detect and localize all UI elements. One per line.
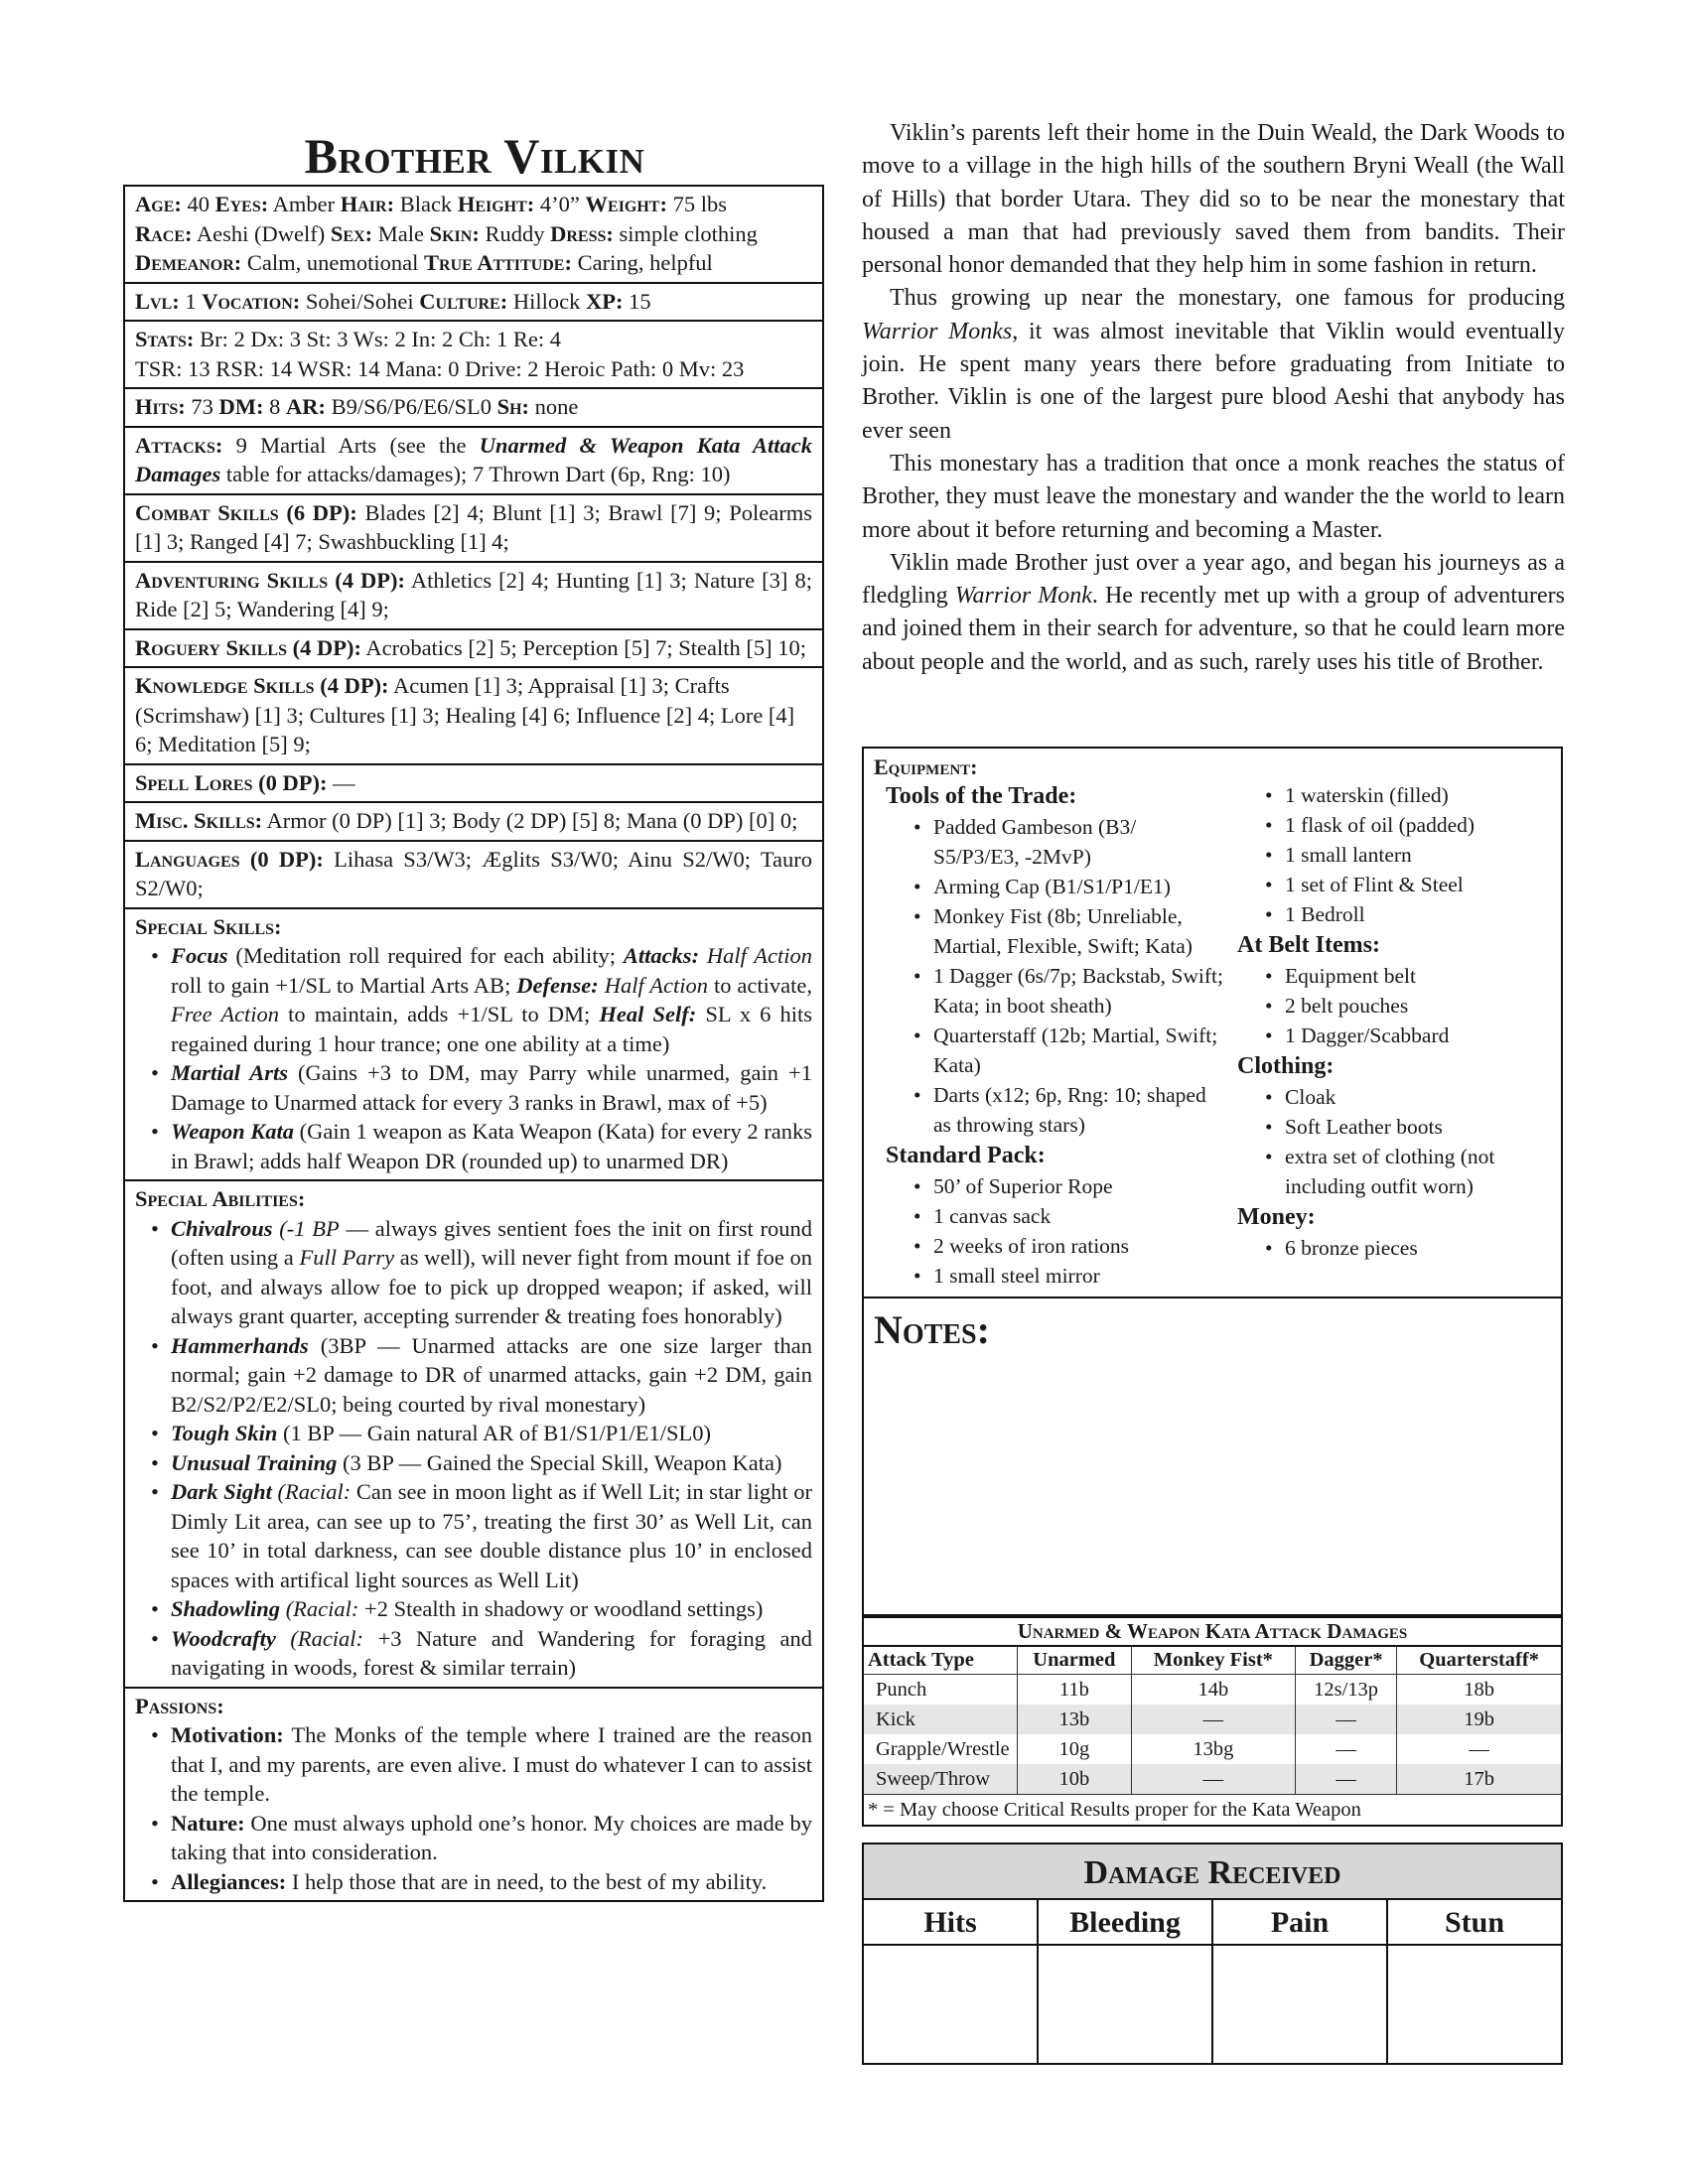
hits-label: Hits: [135,394,186,419]
misc-skills-section [125,803,822,842]
roguery-skills-section [125,630,822,669]
backstory-text: Viklin made Brother just over a year ago, and began his journeys as a fledgling [862,549,1565,610]
table-cell: 14b [1131,1675,1295,1706]
damage-column-pain[interactable] [1213,1900,1388,2065]
ar-value: B9/S6/P6/E6/SL0 [326,394,497,419]
weapon-kata-text: (Gain 1 weapon as Kata Weapon (Kata) for every 2 ranks in Brawl; adds half Weapon DR (rounded up) to unarmed DR) [171,1119,812,1173]
demeanor-value: Calm, unemotional [241,250,425,275]
equipment-column-right [1237,780,1545,1263]
stats-line-2: TSR: 13 RSR: 14 WSR: 14 Mana: 0 Drive: 2 Heroic Path: 0 Mv: 23 [135,355,745,381]
shield-value: none [529,394,579,419]
hits-section [125,389,822,428]
age-label: Age: [135,192,182,216]
passion-name: Motivation: [171,1722,284,1747]
backstory-paragraph [862,282,1565,447]
money-label: Money: [1237,1204,1316,1230]
clothing-list [1237,1082,1545,1201]
ability-tag: (Racial: [275,1625,364,1651]
true-attitude-value: Caring, helpful [571,250,713,275]
roguery-skills-text: Acrobatics [2] 5; Perception [5] 7; Stealth [5] 10; [360,634,806,660]
focus-free-action: Free Action [171,1002,280,1026]
stats-line-1: Br: 2 Dx: 3 St: 3 Ws: 2 In: 2 Ch: 1 Re: 4 [194,327,562,351]
column-header: Dagger* [1295,1647,1396,1675]
adventuring-skills-text: Athletics [2] 4; Hunting [1] 3; Nature [3] 8; Ride [2] 5; Wandering [4] 9; [135,567,812,621]
focus-text-2: Half Action [699,943,813,968]
ability-text: (3BP — Unarmed attacks are one size larger than normal; gain +2 damage to DR of unarmed attacks, gain +2 DM, gain B2/S2/P2/E2/SL0; being courted by rival monestary) [171,1332,812,1417]
standard-pack-list-continued [1237,780,1545,929]
damage-columns [864,1900,1561,2065]
backstory-paragraph: This monestary has a tradition that once a monk reaches the status of Brother, they must leave the monestary and wander the the world to learn more about it before returning and becoming a Master. [862,450,1565,543]
focus-text-7: SL x 6 hits regained during 1 hour trance; one one ability at a time) [171,1002,813,1056]
column-header: Unarmed [1018,1647,1132,1675]
eyes-value: Amber [268,192,341,216]
equipment-column-left [886,780,1223,1291]
knowledge-skills-dp: (4 DP): [314,673,389,698]
table-cell: — [1295,1705,1396,1734]
passion-text: One must always uphold one’s honor. My choices are made by taking that into consideration. [171,1810,812,1864]
special-skill-weapon-kata [145,1117,812,1175]
spell-lores-dp: (0 DP): [252,769,328,795]
backstory-emphasis: Warrior Monks [862,318,1013,344]
equipment-item: • Monkey Fist (8b; Unreliable, Martial, Flexible, Swift; Kata) [914,901,1223,961]
weight-value: 75 lbs [666,192,727,216]
backstory-text: Thus growing up near the monestary, one famous for producing [890,285,1565,312]
kata-damage-table [862,1616,1563,1827]
table-cell: 10g [1018,1734,1132,1764]
notes-box[interactable] [862,1297,1563,1616]
ability-shadowling [145,1594,812,1624]
ability-text: +3 Nature and Wandering for foraging and navigating in woods, forest & similar terrain) [171,1625,812,1680]
special-skill-martial-arts [145,1058,812,1117]
spell-lores-label: Spell Lores [135,769,253,795]
focus-text-1: (Meditation roll required for each ability; [227,943,624,968]
backstory-text: . He recently met up with a group of adventurers and joined them in their search for adventure, so that he could learn more about people and the world, and as such, rarely uses his title of Brother. [862,583,1565,675]
damage-received-title: Damage Received [864,1844,1561,1900]
level-section [125,284,822,323]
combat-skills-text: Blades [2] 4; Blunt [1] 3; Brawl [7] 9; Polearms [1] 3; Ranged [4] 7; Swashbuckling [1] 4; [135,499,812,554]
table-cell: 13b [1018,1705,1132,1734]
shield-label: Sh: [496,394,530,419]
passion-name: Allegiances: [171,1868,287,1894]
ability-text: +2 Stealth in shadowy or woodland settings) [358,1596,764,1621]
table-cell: 12s/13p [1295,1675,1396,1706]
equipment-item: • 1 flask of oil (padded) [1265,810,1545,840]
combat-skills-section [125,495,822,563]
special-abilities-section [125,1181,822,1689]
damage-column-header: Stun [1388,1900,1561,1946]
ability-tag: (-1 BP [272,1215,340,1241]
attacks-table-reference: Unarmed & Weapon Kata Attack Damages [135,432,812,486]
equipment-item: • 1 waterskin (filled) [1265,780,1545,810]
vocation-label: Vocation: [202,288,301,314]
equipment-item: • Soft Leather boots [1265,1112,1545,1142]
passions-label: Passions: [135,1693,224,1718]
weight-label: Weight: [585,192,667,216]
ability-text-2: as well), will never fight from mount if foe on foot, and always allow foe to pick up dropped weapon; if asked, will always grant quarter, accepting surrender & treating foes honorably) [171,1245,812,1328]
table-cell: 13bg [1131,1734,1295,1764]
roguery-skills-dp: (4 DP): [286,634,361,660]
adventuring-skills-label: Adventuring Skills [135,567,329,593]
damage-column-header: Bleeding [1039,1900,1211,1946]
ability-name: Chivalrous [171,1215,273,1241]
character-name: Brother Vilkin [304,128,645,184]
equipment-item: • Padded Gambeson (B3/ S5/P3/E3, -2MvP) [914,812,1223,872]
focus-attacks-label: Attacks: [623,943,700,968]
knowledge-skills-label: Knowledge Skills [135,673,315,698]
special-abilities-label: Special Abilities: [135,1186,306,1211]
equipment-item: • 1 Bedroll [1265,899,1545,929]
ability-name: Tough Skin [171,1421,278,1445]
special-skills-section [125,909,822,1182]
column-header: Quarterstaff* [1397,1647,1561,1675]
focus-text-6: to maintain, adds +1/SL to DM; [279,1002,600,1026]
identity-line-2 [135,219,812,249]
languages-text: Lihasa S3/W3; Æglits S3/W0; Ainu S2/W0; Tauro S2/W0; [135,846,812,900]
level-label: Lvl: [135,288,180,314]
focus-text-5: to activate, [708,972,812,998]
equipment-item: • 6 bronze pieces [1265,1233,1545,1263]
hair-value: Black [394,192,458,216]
table-cell: 17b [1397,1764,1561,1794]
equipment-item: • 1 canvas sack [914,1201,1223,1231]
equipment-item: • Darts (x12; 6p, Rng: 10; shaped as throwing stars) [914,1080,1223,1140]
table-row [864,1705,1561,1734]
kata-table-footnote: * = May choose Critical Results proper for the Kata Weapon [864,1794,1561,1825]
column-header: Attack Type [864,1647,1018,1675]
table-cell: 19b [1397,1705,1561,1734]
ability-hammerhands [145,1331,812,1420]
table-cell: Kick [864,1705,1018,1734]
passions-section [125,1689,822,1901]
true-attitude-label: True Attitude: [424,250,572,275]
backstory-paragraph [862,547,1565,679]
ar-label: AR: [286,394,327,419]
equipment-item: • Cloak [1265,1082,1545,1112]
sex-label: Sex: [330,220,373,246]
adventuring-skills-dp: (4 DP): [328,567,406,593]
age-value: 40 [181,192,215,216]
equipment-item: • 50’ of Superior Rope [914,1171,1223,1201]
damage-column-bleeding[interactable] [1039,1900,1213,2065]
ability-text: (1 BP — Gain natural AR of B1/S1/P1/E1/SL0) [277,1421,712,1445]
table-row [864,1764,1561,1794]
ability-woodcrafty [145,1624,812,1683]
knowledge-skills-text: Acumen [1] 3; Appraisal [1] 3; Crafts (Scrimshaw) [1] 3; Cultures [1] 3; Healing [4] 6; Influence [2] 4; Lore [4] 6; Meditation [5] 9; [135,673,795,756]
passion-name: Nature: [171,1810,245,1836]
damage-received-box [862,1843,1563,2065]
languages-dp: (0 DP): [239,846,324,872]
tools-label: Tools of the Trade: [886,783,1077,809]
money-list [1237,1233,1545,1263]
backstory [862,117,1565,679]
attacks-section [125,428,822,495]
ability-unusual-training [145,1448,812,1478]
vocation-value: Sohei/Sohei [300,288,420,314]
table-cell: Punch [864,1675,1018,1706]
languages-section [125,842,822,909]
focus-text-4: Half Action [598,972,708,998]
backstory-text: , it was almost inevitable that Viklin would eventually join. He spent many years there before graduating from Initiate to Brother. Viklin is one of the largest pure blood Aeshi that anybody has ever seen [862,318,1565,444]
xp-value: 15 [623,288,651,314]
adventuring-skills-section [125,563,822,630]
tools-list [886,812,1223,1140]
misc-skills-label: Misc. Skills: [135,808,263,833]
height-value: 4’0” [534,192,586,216]
focus-defense-label: Defense: [516,972,599,998]
table-header-row [864,1647,1561,1675]
kata-table-title: Unarmed & Weapon Kata Attack Damages [864,1618,1561,1647]
demeanor-label: Demeanor: [135,250,242,275]
hits-value: 73 [185,394,219,419]
ability-text: Can see in moon light as if Well Lit; in star light or Dimly Lit area, can see up to 75’, treating the first 30’ as Well Lit, can see 10’ in total darkness, can see double distance plus 10’ in enclosed spaces with artifical light sources as Well Lit) [171,1479,812,1592]
identity-line-3 [135,248,812,278]
attacks-text-2: table for attacks/damages); 7 Thrown Dart (6p, Rng: 10) [220,462,731,486]
ability-dark-sight [145,1477,812,1594]
attacks-label: Attacks: [135,432,223,458]
attacks-text: 9 Martial Arts (see the [222,432,480,458]
table-row [864,1675,1561,1706]
ability-text: (3 BP — Gained the Special Skill, Weapon Kata) [337,1449,782,1475]
ability-name: Shadowling [171,1596,281,1621]
ability-name: Woodcrafty [171,1625,276,1651]
special-skill-focus [145,941,812,1058]
table-cell: Grapple/Wrestle [864,1734,1018,1764]
misc-skills-text: Armor (0 DP) [1] 3; Body (2 DP) [5] 8; Mana (0 DP) [0] 0; [262,808,798,833]
clothing-label: Clothing: [1237,1053,1335,1079]
equipment-item: • 2 belt pouches [1265,991,1545,1021]
languages-label: Languages [135,846,240,872]
focus-name: Focus [171,943,228,968]
belt-items-label: At Belt Items: [1237,932,1380,958]
damage-column-stun[interactable] [1388,1900,1561,2065]
stats-label: Stats: [135,327,195,351]
combat-skills-dp: (6 DP): [278,499,357,525]
identity-line-1 [135,190,812,219]
equipment-label: Equipment: [874,754,978,779]
belt-items-list [1237,961,1545,1050]
ability-name: Dark Sight [171,1479,272,1504]
equipment-item: • 1 set of Flint & Steel [1265,870,1545,899]
height-label: Height: [457,192,535,216]
passion-text: I help those that are in need, to the best of my ability. [286,1868,768,1894]
ability-full-parry: Full Parry [299,1245,395,1270]
notes-label: Notes: [874,1307,990,1352]
special-skills-label: Special Skills: [135,913,282,939]
hair-label: Hair: [340,192,395,216]
culture-label: Culture: [419,288,508,314]
damage-column-header: Pain [1213,1900,1386,1946]
passion-text: The Monks of the temple where I trained are the reason that I, and my parents, are even alive. I must do whatever I can to assist the temple. [171,1722,812,1806]
focus-text-3: roll to gain +1/SL to Martial Arts AB; [171,972,517,998]
damage-column-header: Hits [864,1900,1037,1946]
roguery-skills-label: Roguery Skills [135,634,287,660]
table-cell: 18b [1464,1679,1494,1701]
knowledge-skills-section [125,668,822,765]
equipment-item: • Arming Cap (B1/S1/P1/E1) [914,872,1223,901]
culture-value: Hillock [507,288,586,314]
standard-pack-list [886,1171,1223,1291]
table-cell: — [1295,1734,1396,1764]
martial-arts-text: (Gains +3 to DM, may Parry while unarmed, gain +1 Damage to Unarmed attack for every 3 ranks in Brawl, max of +5) [171,1060,812,1115]
xp-label: XP: [585,288,624,314]
race-value: Aeshi (Dwelf) [192,220,331,246]
spell-lores-text: — [327,769,355,795]
focus-heal-self-label: Heal Self: [599,1002,697,1026]
table-cell: — [1469,1738,1489,1760]
level-value: 1 [179,288,203,314]
dress-value: simple clothing [613,220,758,246]
ability-name: Unusual Training [171,1449,338,1475]
kata-table-grid [864,1647,1561,1794]
stat-block [123,185,824,1902]
spell-lores-section [125,765,822,804]
dm-value: 8 [263,394,287,419]
column-header: Monkey Fist* [1131,1647,1295,1675]
dress-label: Dress: [550,220,614,246]
martial-arts-name: Martial Arts [171,1060,288,1085]
equipment-item: • 2 weeks of iron rations [914,1231,1223,1261]
equipment-item: • extra set of clothing (not including outfit worn) [1265,1142,1545,1201]
ability-tough-skin [145,1419,812,1448]
table-cell: 11b [1018,1675,1132,1706]
passion-allegiances [145,1867,812,1897]
equipment-item: • Quarterstaff (12b; Martial, Swift; Kata) [914,1021,1223,1080]
dm-label: DM: [218,394,264,419]
backstory-emphasis: Warrior Monk [954,583,1092,610]
standard-pack-label: Standard Pack: [886,1143,1046,1168]
skin-label: Skin: [429,220,480,246]
equipment-item: • 1 Dagger (6s/7p; Backstab, Swift; Kata; in boot sheath) [914,961,1223,1021]
backstory-paragraph: Viklin’s parents left their home in the Duin Weald, the Dark Woods to move to a village in the high hills of the southern Bryni Weall (the Wall of Hills) that border Utara. They did so to be near the monestary that housed a man that had previously saved them from bandits. Their personal honor demanded that they help him in some fashion in return. [862,120,1565,279]
sex-value: Male [372,220,430,246]
identity-section [125,187,822,284]
table-cell: — [1295,1764,1396,1794]
race-label: Race: [135,220,193,246]
weapon-kata-name: Weapon Kata [171,1119,294,1144]
equipment-box [862,747,1563,1298]
combat-skills-label: Combat Skills [135,499,279,525]
damage-column-hits[interactable] [864,1900,1039,2065]
equipment-item: • 1 small lantern [1265,840,1545,870]
table-cell: Sweep/Throw [864,1764,1018,1794]
equipment-item: • Equipment belt [1265,961,1545,991]
table-cell: 10b [1018,1764,1132,1794]
passion-nature [145,1809,812,1867]
equipment-item: • 1 small steel mirror [914,1261,1223,1291]
table-row [864,1734,1561,1764]
table-cell: — [1131,1705,1295,1734]
ability-tag: (Racial: [271,1479,352,1504]
table-cell: — [1131,1764,1295,1794]
ability-name: Hammerhands [171,1332,309,1358]
passion-motivation [145,1720,812,1809]
equipment-item: • 1 Dagger/Scabbard [1265,1021,1545,1050]
eyes-label: Eyes: [214,192,269,216]
skin-value: Ruddy [479,220,551,246]
ability-chivalrous [145,1214,812,1331]
ability-text: — always gives sentient foes the init on first round (often using a [171,1215,812,1270]
stats-section [125,322,822,389]
ability-tag: (Racial: [280,1596,359,1621]
